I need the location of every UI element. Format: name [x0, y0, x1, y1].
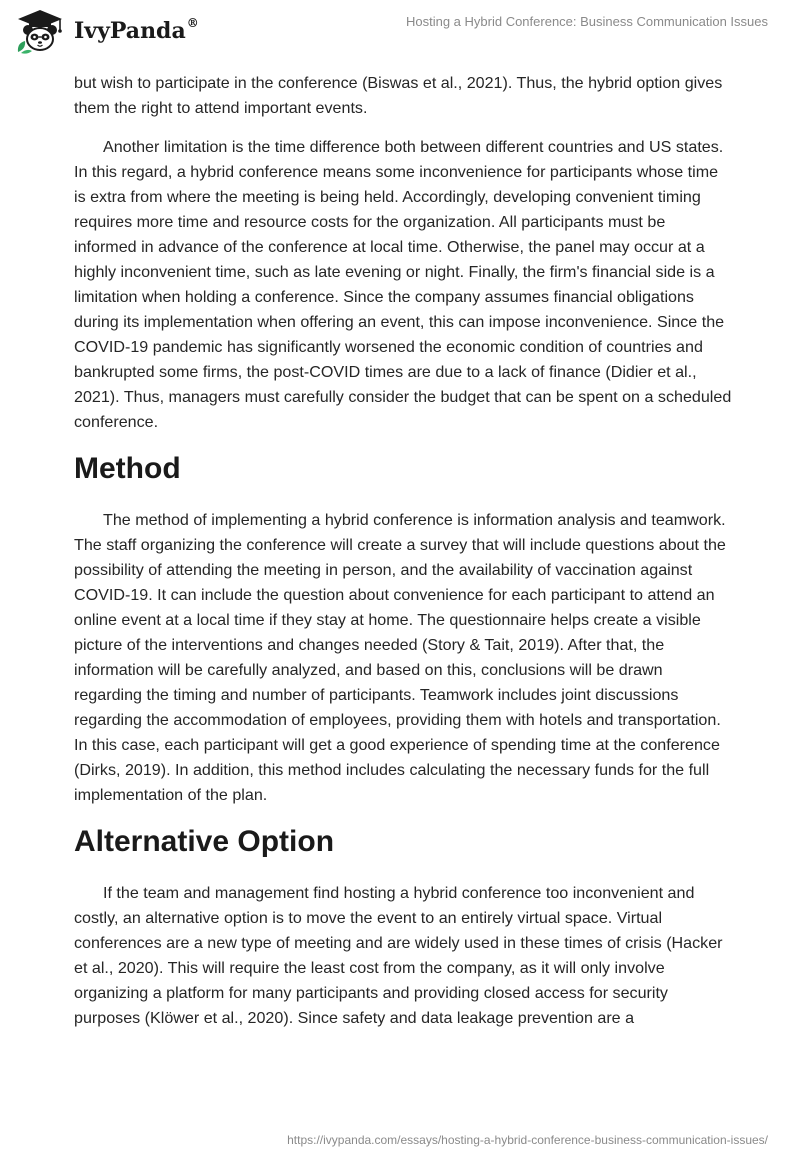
paragraph-alternative: If the team and management find hosting a hybrid conference too inconvenient and costly, an alternative option is to move the event to an entirely virtual space. Virtual conferences are a new type of meeting and are widely used in these times of crisis (Hacker et al., 2020). This will require the least cost from the company, as it will only involve organizing a platform for many participants and providing closed access for security purposes (Klöwer et al., 2020). Since safety and data leakage prevention are a — [74, 884, 723, 1027]
ivypanda-logo[interactable] — [14, 8, 199, 54]
essay-body — [74, 71, 732, 1031]
heading-method: Method — [74, 452, 181, 485]
paragraph-method: The method of implementing a hybrid conference is information analysis and teamwork. The staff organizing the conference will create a survey that will include questions about the possibility of attending the meeting in person, and the availability of vaccination against COVID-19. It can include the question about convenience for each participant to attend an online event at a local time if they stay at home. The questionnaire helps create a visible picture of the interventions and changes needed (Story & Tait, 2019). After that, the information will be carefully analyzed, and based on this, conclusions will be drawn regarding the timing and number of participants. Teamwork includes joint discussions regarding the accommodation of employees, providing them with hotels and transportation. In this case, each participant will get a good experience of spending time at the conference (Dirks, 2019). In addition, this method includes calculating the necessary funds for the full implementation of the plan. — [74, 511, 726, 804]
panda-graduate-icon — [14, 8, 66, 54]
document-title: Hosting a Hybrid Conference: Business Communication Issues — [405, 14, 768, 29]
paragraph-limitation: Another limitation is the time difference both between different countries and US states. In this regard, a hybrid conference means some inconvenience for participants whose time is extra from where the meeting is being held. Accordingly, developing convenient timing requires more time and resource costs for the organization. All participants must be informed in advance of the conference at local time. Otherwise, the panel may occur at a highly inconvenient time, such as late evening or night. Finally, the firm's financial side is a limitation when holding a conference. Since the company assumes financial obligations during its implementation when offering an event, this can impose inconvenience. Since the COVID-19 pandemic has significantly worsened the economic condition of countries and bankrupted some firms, the post-COVID times are due to a lack of finance (Didier et al., 2021). Thus, managers must carefully consider the budget that can be spent on a scheduled conference. — [74, 138, 732, 431]
heading-alternative-option: Alternative Option — [74, 825, 335, 858]
page-header — [0, 0, 800, 62]
logo-wordmark: IvyPanda® — [74, 16, 199, 44]
source-url[interactable]: https://ivypanda.com/essays/hosting-a-hybrid-conference-business-communication-issues/ — [287, 1133, 768, 1147]
paragraph-continued: but wish to participate in the conference (Biswas et al., 2021). Thus, the hybrid option gives them the right to attend important events. — [74, 74, 723, 117]
